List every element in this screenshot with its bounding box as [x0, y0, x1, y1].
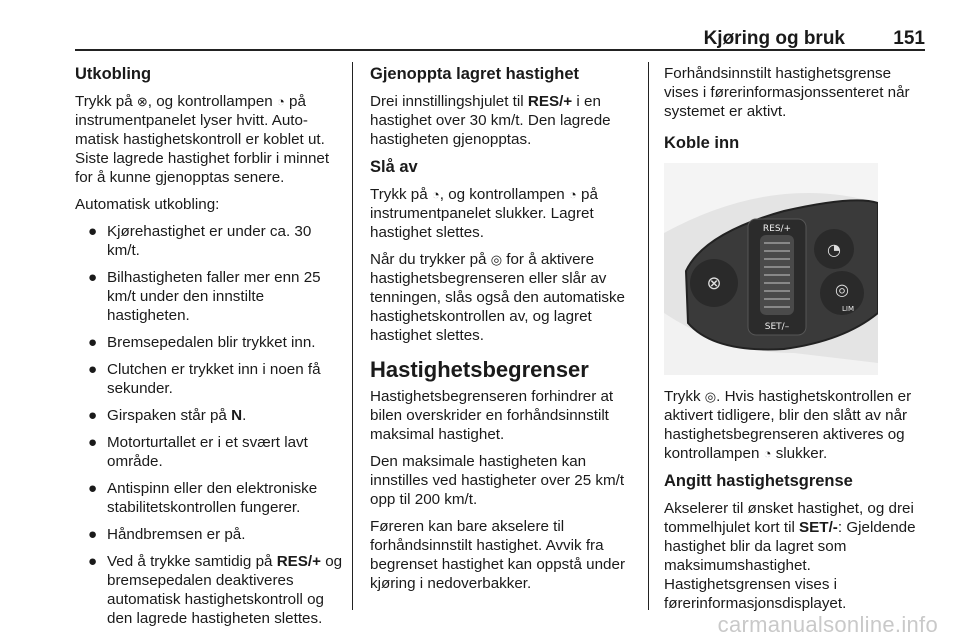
watermark: carmanualsonline.info — [717, 612, 938, 637]
paragraph — [664, 387, 928, 463]
list-item-text: Clutchen er trykket inn i noen få sekunder. — [107, 361, 321, 397]
cruise-off-icon: ⊗ — [136, 94, 148, 109]
cruise-off-icon: ⊗ — [706, 273, 722, 294]
list-item-text: Håndbremsen er på. — [107, 526, 246, 543]
text: i en hastighet over 30 km/t. Den lagrede hastigheten gjenopptas. — [370, 93, 611, 148]
list-item: ● Håndbremsen er på. — [88, 526, 246, 543]
paragraph — [370, 92, 640, 149]
set-label: SET/- — [799, 519, 838, 536]
lim-label: LIM — [841, 305, 855, 313]
heading-sla-av: Slå av — [370, 158, 418, 176]
text: . — [242, 407, 247, 424]
list-item: ● Clutchen er trykket inn i noen få sekunder. — [88, 361, 321, 397]
text: matisk hastighetskontroll er koblet ut. Siste lagrede hastighet forblir i minnet for å kunne gjenopptas senere. — [75, 131, 330, 186]
speed-limiter-icon: ◎ — [490, 252, 503, 267]
heading-utkobling: Utkobling — [75, 65, 152, 83]
list-item-text: Antispinn eller den elektroniske stabilitetskontrollen fungerer. — [107, 480, 318, 516]
cruise-lamp-icon: ◔ — [763, 446, 772, 461]
res-label: RES/+ — [762, 224, 792, 234]
list-item: ● Girspaken står på N. — [88, 407, 247, 424]
heading-koble-inn: Koble inn — [664, 134, 740, 152]
text: Akselerer til ønsket hastighet, og drei tommelhjulet kort til — [664, 500, 914, 536]
paragraph: Forhåndsinnstilt hastighetsgrense vises i førerinformasjonssenteret når systemet er aktivt. — [664, 65, 910, 120]
list-item: ● Kjørehastighet er under ca. 30 km/t. — [88, 223, 312, 259]
speed-limiter-icon: ◎ — [835, 280, 849, 299]
text: på instrumentpanelet lyser hvitt. Auto- — [75, 93, 308, 129]
text: Trykk — [664, 388, 705, 405]
paragraph: Automatisk utkobling: — [75, 196, 220, 213]
text: for å aktivere hastighetsbegrenseren eller slår av tenningen, slås også den automatiske hastighetskontrollen av, og lagret hastighet slettes. — [370, 251, 625, 344]
list-item-text: Kjørehastighet er under ca. 30 km/t. — [107, 223, 312, 259]
heading-angitt-hastighetsgrense: Angitt hastighetsgrense — [664, 472, 853, 490]
text: . Hvis hastighetskontrollen er aktivert tidligere, blir den slått av når hastighetsbegrenseren aktiveres og kontrollampen — [664, 388, 912, 462]
paragraph: Den maksimale hastigheten kan innstilles ved hastigheter over 25 km/t opp til 200 km/t. — [370, 453, 625, 508]
bullet-list — [75, 222, 343, 628]
column-2 — [370, 64, 640, 601]
heading-gjenoppta: Gjenoppta lagret hastighet — [370, 65, 580, 83]
steering-wheel-controls-figure — [664, 163, 878, 375]
paragraph: Hastighetsbegrenseren forhindrer at bilen overskrider en forhåndsinnstilt maksimal hastighet. — [370, 388, 614, 443]
section-title: Kjøring og bruk — [703, 28, 845, 49]
text: Drei innstillingshjulet til — [370, 93, 528, 110]
paragraph — [370, 185, 640, 242]
text: Når du trykker på — [370, 251, 491, 268]
cruise-on-icon: ◔ — [827, 240, 841, 259]
paragraph: Føreren kan bare akselere til forhåndsinnstilt hastighet. Avvik fra begrenset hastighet kan oppstå under kjøring i nedoverbakker. — [370, 518, 625, 592]
cruise-lamp-icon: ◔ — [568, 187, 577, 202]
header-rule — [75, 49, 925, 51]
column-1 — [75, 64, 343, 636]
gear-n-label: N — [231, 407, 243, 424]
res-label: RES/+ — [527, 93, 573, 110]
text: , og kontrollampen — [147, 93, 277, 110]
text: slukker. — [771, 445, 828, 462]
list-item: ● Ved å trykke samtidig på RES/+ og bremsepedalen deaktiveres automatisk hastighetskontroll og den lagrede hastigheten slettes. — [88, 553, 343, 627]
list-item: ● Motorturtallet er i et svært lavt område. — [88, 434, 308, 470]
paragraph — [664, 499, 928, 613]
list-item-text: Bremsepedalen blir trykket inn. — [107, 334, 316, 351]
cruise-lamp-icon: ◔ — [276, 94, 285, 109]
text: Ved å trykke samtidig på — [107, 553, 277, 570]
list-item: ● Bilhastigheten faller mer enn 25 km/t under den innstilte hastigheten. — [88, 269, 321, 324]
page-number: 151 — [893, 28, 925, 49]
page-header — [75, 28, 925, 50]
text: Trykk på — [370, 186, 432, 203]
paragraph — [75, 92, 343, 187]
list-item-text: Bilhastigheten faller mer enn 25 km/t under den innstilte hastigheten. — [107, 269, 321, 324]
cruise-lamp-icon: ◔ — [431, 187, 440, 202]
column-3 — [664, 64, 928, 621]
list-item: ● Antispinn eller den elektroniske stabilitetskontrollen fungerer. — [88, 480, 318, 516]
text: Trykk på — [75, 93, 137, 110]
list-item: ● Bremsepedalen blir trykket inn. — [88, 334, 316, 351]
list-item-text: Motorturtallet er i et svært lavt område. — [107, 434, 308, 470]
speed-limiter-icon: ◎ — [704, 389, 717, 404]
heading-hastighetsbegrenser: Hastighetsbegrenser — [370, 357, 589, 382]
paragraph — [370, 250, 640, 345]
text: , og kontrollampen — [439, 186, 569, 203]
text: og bremsepedalen deaktiveres automatisk hastighetskontroll og den lagrede hastigheten slettes. — [107, 553, 343, 627]
text: Girspaken står på — [107, 407, 232, 424]
text: på instrumentpanelet slukker. Lagret hastighet slettes. — [370, 186, 598, 241]
set-label: SET/– — [764, 322, 790, 332]
res-label: RES/+ — [276, 553, 322, 570]
text: : Gjeldende hastighet blir da lagret som maksimumshastighet. Hastighetsgrensen vises i førerinformasjonsdisplayet. — [664, 519, 916, 612]
column-divider-2 — [648, 62, 649, 610]
column-divider-1 — [352, 62, 353, 610]
